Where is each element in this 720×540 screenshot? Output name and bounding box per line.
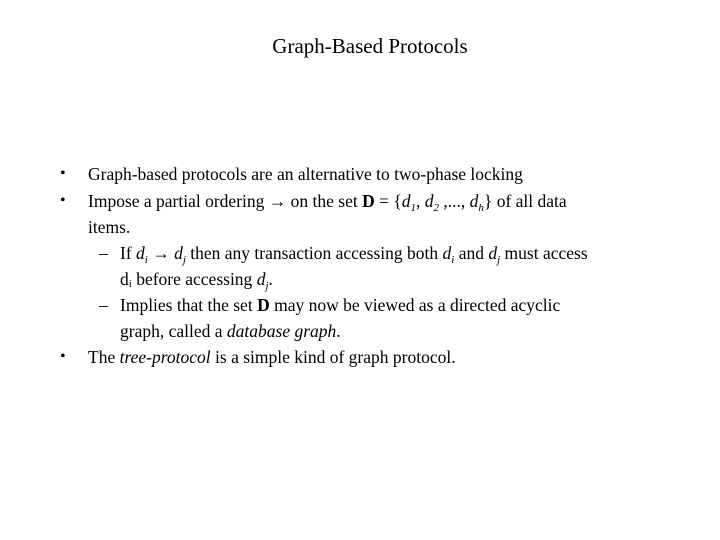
set-name: D xyxy=(362,191,375,211)
set-name: D xyxy=(257,295,270,315)
sub-1-cont-d: d xyxy=(120,269,129,289)
bullet-marker: • xyxy=(60,165,66,182)
sub-1-dj: d xyxy=(174,243,183,263)
sub-1-cont-dj: d xyxy=(256,269,266,289)
sub-1-dj2-sub: j xyxy=(497,254,501,266)
set-ellipsis: ,..., xyxy=(443,191,466,211)
sub-2-post: may now be viewed as a directed acyclic xyxy=(274,295,561,315)
sub-1-then: then any transaction accessing both xyxy=(190,243,439,263)
bullet-marker: • xyxy=(60,348,66,365)
dash-marker: – xyxy=(99,243,108,263)
set-comma: , xyxy=(416,191,421,211)
set-def-close: } xyxy=(483,191,493,211)
set-elem-dh-sub: h xyxy=(478,202,484,214)
sub-2-cont-italic: database graph xyxy=(226,321,337,341)
bullet-2-text xyxy=(88,188,567,221)
sub-2-cont-end: . xyxy=(336,321,341,341)
bullet-marker: • xyxy=(60,192,66,209)
bullet-3-italic: tree-protocol xyxy=(119,347,211,367)
set-elem-d2-sub: 2 xyxy=(433,202,440,214)
set-def-open: = { xyxy=(379,191,402,211)
sub-1-cont-d-sub: i xyxy=(128,278,132,290)
dash-marker: – xyxy=(99,295,108,315)
sub-bullet-2-continuation xyxy=(120,318,341,344)
bullet-3-text xyxy=(88,344,456,370)
sub-1-cont-end: . xyxy=(268,269,273,289)
bullet-2-post: of all data xyxy=(496,191,567,211)
bullet-1-text: Graph-based protocols are an alternative to two-phase locking xyxy=(88,164,523,184)
bullet-2-continuation: items. xyxy=(88,217,131,237)
sub-1-di: d xyxy=(136,243,145,263)
sub-1-di2: d xyxy=(442,243,452,263)
set-elem-dh: d xyxy=(469,191,479,211)
bullet-3-pre: The xyxy=(88,347,116,367)
bullet-2-mid: on the set xyxy=(290,191,358,211)
sub-1-and: and xyxy=(458,243,484,263)
sub-1-di-sub: i xyxy=(144,254,148,266)
sub-1-dj-sub: j xyxy=(182,254,186,266)
sub-1-dj2: d xyxy=(488,243,498,263)
sub-1-cont-dj-sub: j xyxy=(265,280,269,292)
arrow-symbol: → xyxy=(152,243,170,263)
set-elem-d2: d xyxy=(424,191,434,211)
bullet-3-post: is a simple kind of graph protocol. xyxy=(215,347,456,367)
arrow-symbol: → xyxy=(268,191,287,211)
slide-title: Graph-Based Protocols xyxy=(272,34,468,58)
sub-2-pre: Implies that the set xyxy=(120,295,253,315)
sub-2-cont-pre: graph, called a xyxy=(120,321,223,341)
set-elem-d1: d xyxy=(401,191,411,211)
sub-bullet-2-text xyxy=(120,292,560,318)
sub-1-if: If xyxy=(120,243,132,263)
set-elem-d1-sub: 1 xyxy=(410,202,417,214)
sub-1-must: must access xyxy=(504,243,588,263)
bullet-2-pre: Impose a partial ordering xyxy=(88,191,265,211)
sub-1-di2-sub: i xyxy=(451,254,455,266)
sub-1-cont-mid: before accessing xyxy=(136,269,253,289)
